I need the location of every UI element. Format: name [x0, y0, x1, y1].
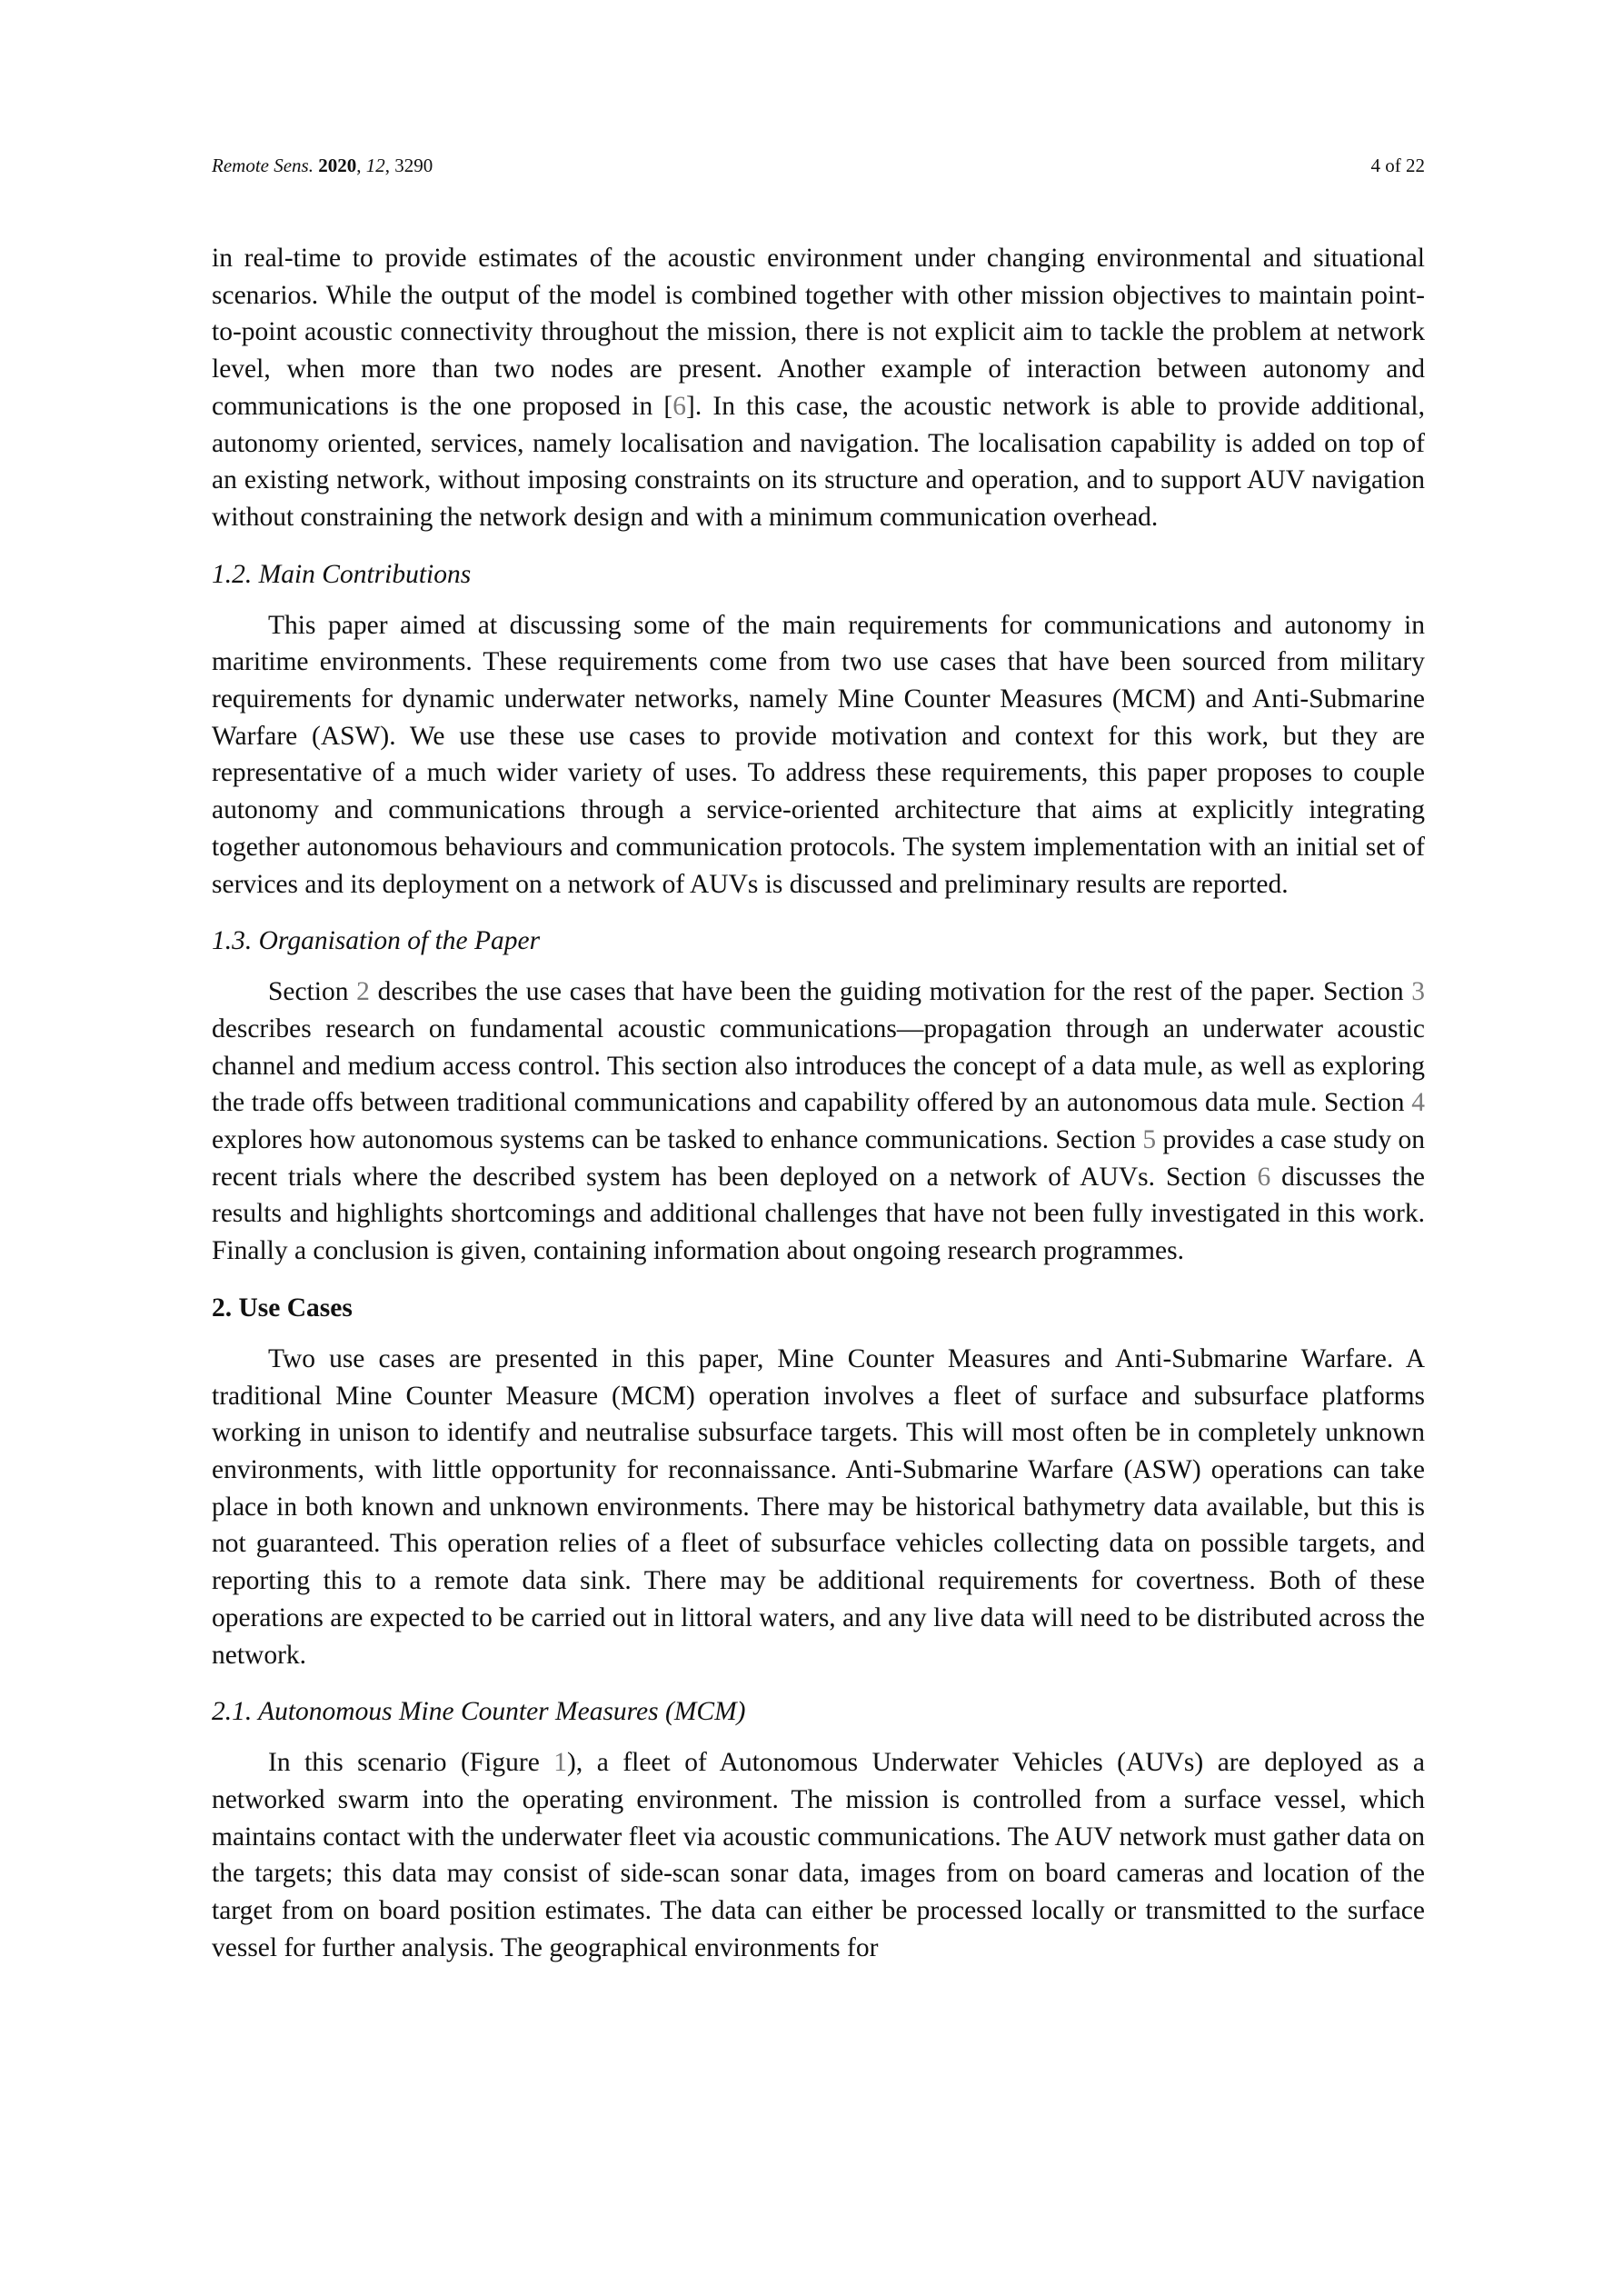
section-link[interactable]: 5 — [1142, 1125, 1157, 1155]
journal-year: 2020 — [318, 155, 357, 176]
article-number: 3290 — [394, 155, 433, 176]
journal-name: Remote Sens. — [212, 155, 314, 176]
text-run: in real-time to provide estimates of the acoustic environment under changing environmental and situational scenarios. While the output of the model is combined together with other mission objectives to maintain point-to-point acoustic connectivity throughout the mission, there is not explicit aim to tackle the problem at network level, when more than two nodes are present. Another example of interaction between autonomy and communications is the one proposed in [ — [212, 244, 1425, 421]
text-run: ]. In this case, the acoustic network is able to provide additional, autonomy oriented, services, namely localisation and navigation. The localisation capability is added on top of an existing network, without imposing constraints on its structure and operation, and to support AUV navigation without constraining the network design and with a minimum communication overhead. — [212, 391, 1425, 532]
section-link[interactable]: 6 — [1257, 1162, 1271, 1192]
text-run: provides a case study on recent trials where the described system has been deployed on a network of AUVs. Section — [212, 1125, 1426, 1192]
page-header — [212, 149, 1425, 182]
text-run: In this scenario (Figure — [268, 1748, 554, 1778]
text-run: explores how autonomous systems can be tasked to enhance communications. Section — [212, 1125, 1143, 1155]
subsection-heading-mcm: 2.1. Autonomous Mine Counter Measures (MCM) — [212, 1697, 746, 1727]
text-run: discusses the results and highlights shortcomings and additional challenges that have not been fully investigated in this work. Finally a conclusion is given, containing information about ongoing research programmes. — [212, 1162, 1425, 1266]
citation-link[interactable]: 6 — [672, 391, 686, 421]
section-link[interactable]: 3 — [1411, 977, 1425, 1007]
page-body — [212, 240, 1425, 1966]
page-number: 4 of 22 — [1370, 155, 1425, 176]
text-run: ), a fleet of Autonomous Underwater Vehicles (AUVs) are deployed as a networked swarm into the operating environment. The mission is controlled from a surface vessel, which maintains contact with the underwater fleet via acoustic communications. The AUV network must gather data on the targets; this data may consist of side-scan sonar data, images from on board cameras and location of the target from on board position estimates. The data can either be processed locally or transmitted to the surface vessel for further analysis. The geographical environments for — [212, 1748, 1425, 1962]
organisation-paragraph — [212, 973, 1425, 1270]
text-run: describes research on fundamental acoustic communications—propagation through an underwater acoustic channel and medium access control. This section also introduces the concept of a data mule, as well as exploring the trade offs between traditional communications and capability offered by an autonomous data mule. Section — [212, 1013, 1425, 1118]
main-contributions-paragraph: This paper aimed at discussing some of the main requirements for communications and autonomy in maritime environments. These requirements come from two use cases that have been sourced from military requirements for dynamic underwater networks, namely Mine Counter Measures (MCM) and Anti-Submarine Warfare (ASW). We use these use cases to provide motivation and context for this work, but they are representative of a much wider variety of uses. To address these requirements, this paper proposes to couple autonomy and communications through a service-oriented architecture that aims at explicitly integrating together autonomous behaviours and communication protocols. The system implementation with an initial set of services and its deployment on a network of AUVs is discussed and preliminary results are reported. — [212, 610, 1425, 899]
section-link[interactable]: 4 — [1411, 1088, 1425, 1118]
journal-citation: Remote Sens. 2020, 12, 3290 — [212, 155, 433, 176]
subsection-heading-main-contributions: 1.2. Main Contributions — [212, 559, 472, 589]
journal-volume: 12 — [365, 155, 385, 176]
subsection-heading-organisation: 1.3. Organisation of the Paper — [212, 926, 541, 956]
section-link[interactable]: 2 — [356, 977, 370, 1007]
mcm-paragraph — [212, 1744, 1425, 1966]
text-run: Section — [268, 977, 357, 1007]
section-heading-use-cases: 2. Use Cases — [212, 1293, 353, 1323]
figure-link[interactable]: 1 — [553, 1748, 568, 1778]
text-run: describes the use cases that have been the guiding motivation for the rest of the paper. Section — [369, 977, 1412, 1007]
use-cases-paragraph: Two use cases are presented in this paper, Mine Counter Measures and Anti-Submarine Warfare. A traditional Mine Counter Measure (MCM) operation involves a fleet of surface and subsurface platforms working in unison to identify and neutralise subsurface targets. This will most often be in completely unknown environments, with little opportunity for reconnaissance. Anti-Submarine Warfare (ASW) operations can take place in both known and unknown environments. There may be historical bathymetry data available, but this is not guaranteed. This operation relies of a fleet of subsurface vehicles collecting data on possible targets, and reporting this to a remote data sink. There may be additional requirements for covertness. Both of these operations are expected to be carried out in littoral waters, and any live data will need to be distributed across the network. — [212, 1343, 1425, 1670]
intro-continuation-paragraph — [212, 240, 1425, 536]
